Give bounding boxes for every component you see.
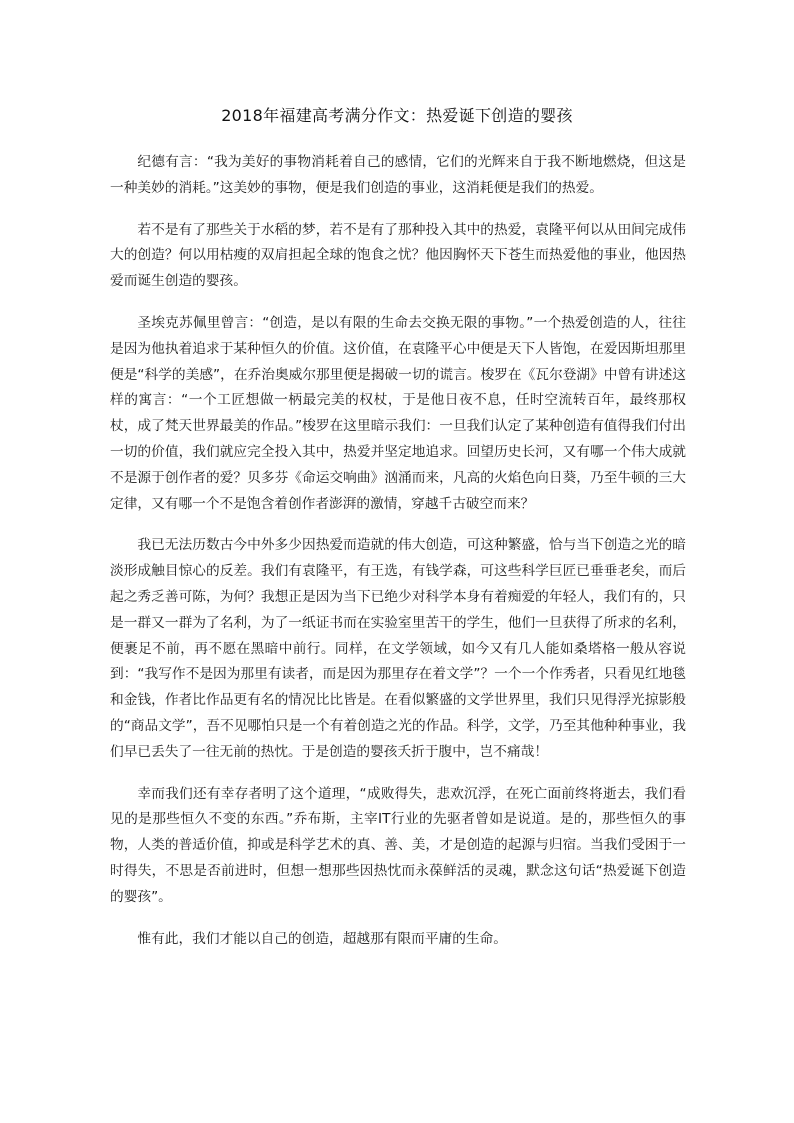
paragraph-1: 纪德有言：“我为美好的事物消耗着自己的感情，它们的光辉来自于我不断地燃烧，但这是一种美妙的消耗。”这美妙的事物，便是我们创造的事业，这消耗便是我们的热爱。 xyxy=(110,154,686,196)
document-body xyxy=(110,150,686,968)
paragraph-2: 若不是有了那些关于水稻的梦，若不是有了那种投入其中的热爱，袁隆平何以从田间完成伟大的创造？何以用枯瘦的双肩担起全球的饱食之忧？他因胸怀天下苍生而热爱他的事业，他因热爱而诞生创造的婴孩。 xyxy=(110,221,686,290)
paragraph-5: 幸而我们还有幸存者明了这个道理，“成败得失，悲欢沉浮，在死亡面前终将逝去，我们看见的是那些恒久不变的东西。”乔布斯，主宰IT行业的先驱者曾如是说道。是的，那些恒久的事物，人类的普适价值，抑或是科学艺术的真、善、美，才是创造的起源与归宿。当我们受困于一时得失，不思是否前进时，但想一想那些因热忱而永葆鲜活的灵魂，默念这句话“热爱诞下创造的婴孩”。 xyxy=(110,785,686,905)
document-title: 2018年福建高考满分作文：热爱诞下创造的婴孩 xyxy=(221,106,573,125)
paragraph-4: 我已无法历数古今中外多少因热爱而造就的伟大创造，可这种繁盛，恰与当下创造之光的暗淡形成触目惊心的反差。我们有袁隆平，有王选，有钱学森，可这些科学巨匠已垂垂老矣，而后起之秀乏善可陈，为何？我想正是因为当下已绝少对科学本身有着痴爱的年轻人，我们有的，只是一群又一群为了名利，为了一纸证书而在实验室里苦干的学生，他们一旦获得了所求的名利，便裹足不前，再不愿在黑暗中前行。同样，在文学领域，如今又有几人能如桑塔格一般从容说到：“我写作不是因为那里有读者，而是因为那里存在着文学”？一个一个作秀者，只看见红地毯和金钱，作者比作品更有名的情况比比皆是。在看似繁盛的文学世界里，我们只见得浮光掠影般的“商品文学”，吾不见哪怕只是一个有着创造之光的作品。科学，文学，乃至其他种种事业，我们早已丢失了一往无前的热忱。于是创造的婴孩夭折于腹中，岂不痛哉！ xyxy=(110,537,686,760)
paragraph-3: 圣埃克苏佩里曾言：“创造，是以有限的生命去交换无限的事物。”一个热爱创造的人，往往是因为他执着追求于某种恒久的价值。这价值，在袁隆平心中便是天下人皆饱，在爱因斯坦那里便是“科学的美感”，在乔治奥威尔那里便是揭破一切的谎言。梭罗在《瓦尔登湖》中曾有讲述这样的寓言：“一个工匠想做一柄最完美的权杖，于是他日夜不息，任时空流转百年，最终那权杖，成了梵天世界最美的作品。”梭罗在这里暗示我们：一旦我们认定了某种创造有值得我们付出一切的价值，我们就应完全投入其中，热爱并坚定地追求。回望历史长河，又有哪一个伟大成就不是源于创作者的爱？贝多芬《命运交响曲》汹涌而来，凡高的火焰色向日葵，乃至牛顿的三大定律，又有哪一个不是饱含着创作者澎湃的激情，穿越千古破空而来？ xyxy=(110,314,686,512)
paragraph-6: 惟有此，我们才能以自己的创造，超越那有限而平庸的生命。 xyxy=(137,930,507,947)
